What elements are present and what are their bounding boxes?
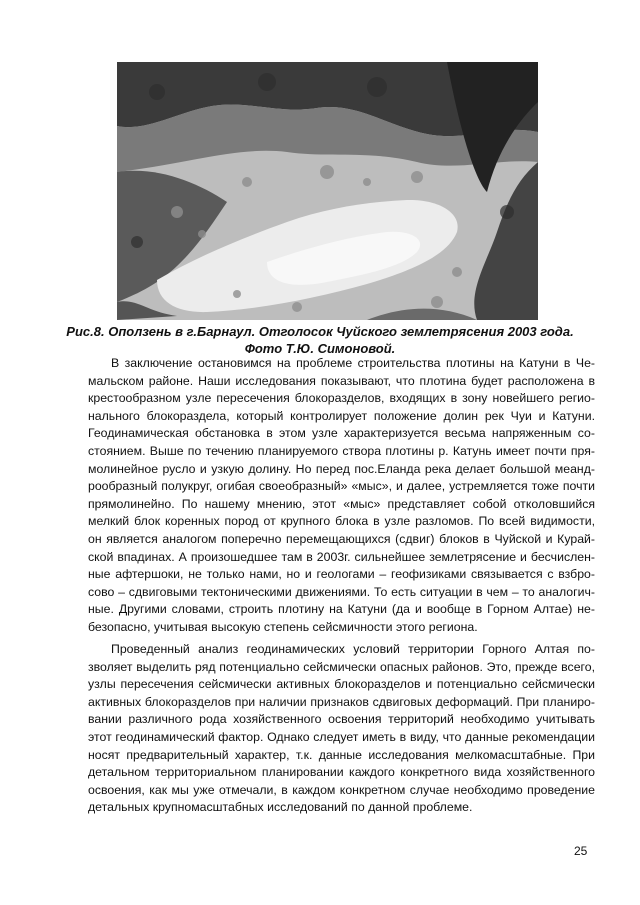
figure-caption-line-1: Рис.8. Оползень в г.Барнаул. Отголосок Чуйского землетрясения 2003 года.	[66, 324, 574, 339]
text-line: крестообразном узле пересечения блокоразделов, входящих в зону новейшего регио-	[88, 391, 595, 406]
text-line: детальных крупномасштабных исследований по данной проблеме.	[88, 800, 473, 815]
body-paragraph-2	[88, 641, 595, 817]
text-line: сово – сдвиговыми тектоническими движениями. То есть ситуации в чем – то аналогич-	[88, 584, 595, 599]
text-line: Геодинамическая обстановка в этом узле характеризуется весьма напряженным со-	[88, 426, 595, 441]
text-line: В заключение остановимся на проблеме строительства плотины на Катуни в Че-	[111, 356, 595, 370]
text-line: молинейное русло и узкую долину. Но перед пос.Еланда река делает большой меанд-	[88, 461, 595, 476]
body-paragraph-1	[88, 355, 595, 637]
text-line: активных блокоразделов при наличии признаков сдвиговых деформаций. При планиро-	[88, 694, 595, 709]
text-line: ные. Другими словами, строить плотину на Катуни (да и вообще в Горном Алтае) не-	[88, 602, 595, 617]
text-line: Проведенный анализ геодинамических условий территории Горного Алтая по-	[111, 642, 595, 656]
text-line: безопасно, учитывая высокую степень сейсмичности этого региона.	[88, 619, 478, 634]
text-line: нального блокораздела, который контролирует положение долин рек Чуи и Катуни.	[88, 408, 595, 423]
landslide-photo	[117, 62, 538, 320]
text-line: прямолинейно. По нашему мнению, этот «мыс» представляет собой отколовшийся	[88, 496, 595, 511]
page-number: 25	[574, 844, 588, 858]
text-line: ные афтершоки, не только нами, но и геологами – геофизиками связывается с взбро-	[88, 567, 595, 582]
text-line: рообразный полукруг, огибая своеобразный» «мыс», и далее, устремляется тоже почти	[88, 479, 595, 494]
text-line: детальном территориальном планировании каждого конкретного вида хозяйственного	[88, 765, 595, 780]
text-line: мелкий блок коренных пород от крупного блока в узле разломов. По всей видимости,	[88, 514, 595, 529]
text-line: стоянием. Выше по течению планируемого створа плотины р. Катунь имеет почти пря-	[88, 443, 595, 458]
text-line: узлы пересечения сейсмически активных блокоразделов и потенциально сейсмически	[88, 677, 595, 692]
text-line: мальском районе. Наши исследования показывают, что плотина будет расположена в	[88, 373, 595, 388]
text-line: освоения, как мы уже отмечали, в каждом конкретном случае необходимо проведение	[88, 782, 595, 797]
text-line: ской впадинах. А произошедшее там в 2003г. сильнейшее землетрясение и бесчислен-	[88, 549, 595, 564]
text-line: вании различного рода хозяйственного освоения территорий необходимо учитывать	[88, 712, 595, 727]
landslide-photo-image	[117, 62, 538, 320]
figure-caption-line-2: Фото Т.Ю. Симоновой.	[244, 341, 396, 356]
text-line: он является аналогом поперечно перемещающихся (сдвиг) блоков в Чуйской и Курай-	[88, 531, 595, 546]
text-line: этот геодинамический фактор. Однако следует иметь в виду, что данные рекомендации	[88, 729, 595, 744]
text-line: зволяет выделить ряд потенциально сейсмически опасных районов. Это, прежде всего,	[88, 659, 595, 674]
text-line: носят предварительный характер, т.к. данные исследования мелкомасштабные. При	[88, 747, 595, 762]
